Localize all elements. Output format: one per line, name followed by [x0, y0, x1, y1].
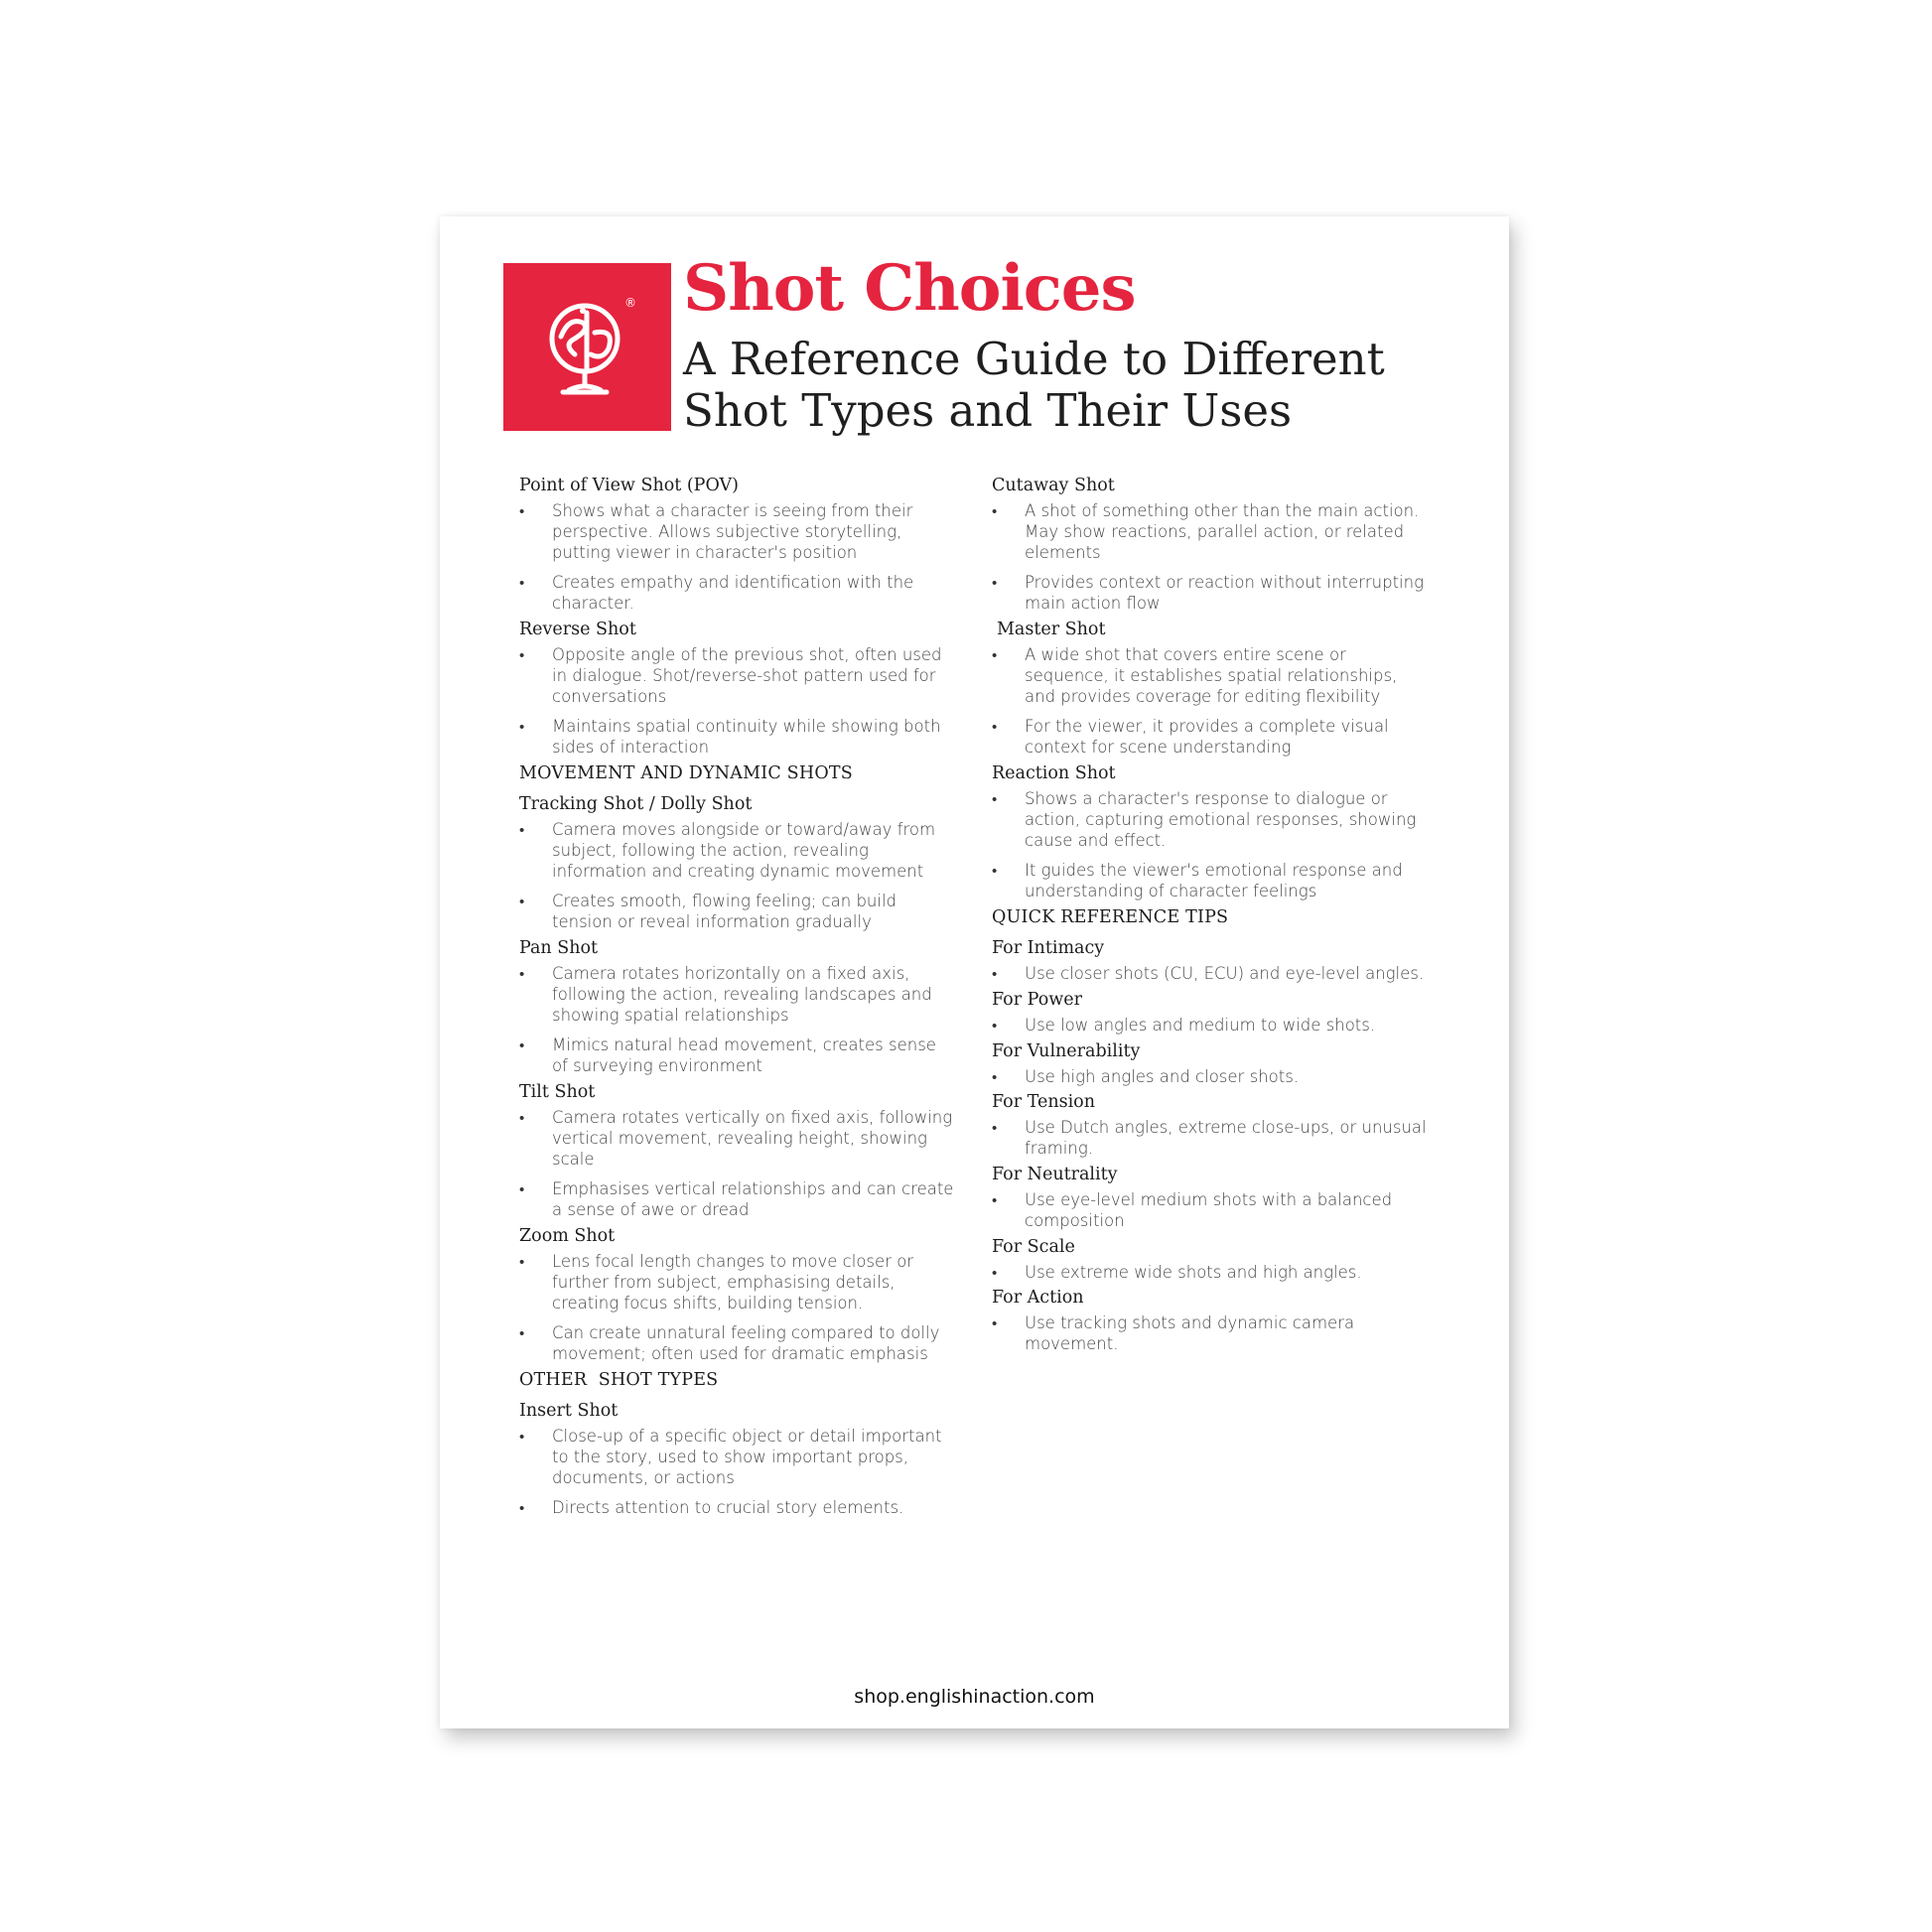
shot-heading-tracking: Tracking Shot / Dolly Shot [519, 793, 753, 814]
tip-bullets-power [992, 1016, 1429, 1036]
tip-heading-intimacy: For Intimacy [992, 937, 1105, 958]
shot-heading-master: Master Shot [997, 619, 1106, 639]
shot-heading-reaction: Reaction Shot [992, 762, 1116, 783]
bullet-item: • Use eye-level medium shots with a balanced composition [992, 1190, 1429, 1232]
bullet-item: • Camera rotates horizontally on a fixed axis, following the action, revealing landscapes and showing spatial relationships [519, 964, 956, 1026]
section-heading-tips: QUICK REFERENCE TIPS [992, 906, 1229, 927]
shot-heading-cutaway: Cutaway Shot [992, 476, 1115, 495]
shot-bullets-reverse [519, 645, 956, 759]
tip-heading-neutrality: For Neutrality [992, 1164, 1118, 1184]
bullet-item: • Provides context or reaction without interrupting main action flow [992, 573, 1429, 615]
bullet-item: • Creates smooth, flowing feeling; can build tension or reveal information gradually [519, 892, 956, 933]
bullet-item: • Shows what a character is seeing from their perspective. Allows subjective storytelling, putting viewer in character's position [519, 501, 956, 563]
bullet-item: • For the viewer, it provides a complete visual context for scene understanding [992, 717, 1429, 759]
shot-heading-insert: Insert Shot [519, 1400, 619, 1421]
tip-heading-action: For Action [992, 1288, 1084, 1309]
shot-heading-zoom: Zoom Shot [519, 1225, 616, 1246]
tip-heading-scale: For Scale [992, 1236, 1075, 1257]
left-column [519, 471, 956, 1519]
shot-heading-tilt: Tilt Shot [519, 1081, 596, 1102]
shot-bullets-tracking [519, 820, 956, 933]
bullet-item: • Use tracking shots and dynamic camera movement. [992, 1313, 1429, 1355]
bullet-item: • Use closer shots (CU, ECU) and eye-level angles. [992, 964, 1429, 985]
tip-bullets-scale [992, 1263, 1429, 1284]
page-title: Shot Choices [683, 251, 1136, 326]
footer-url: shop.englishinaction.com [854, 1686, 1095, 1708]
bullet-item: • Use low angles and medium to wide shots. [992, 1016, 1429, 1036]
bullet-item: • Opposite angle of the previous shot, often used in dialogue. Shot/reverse-shot pattern used for conversations [519, 645, 956, 707]
bullet-item: • Use Dutch angles, extreme close-ups, or unusual framing. [992, 1118, 1429, 1160]
shot-bullets-master [992, 645, 1429, 759]
shot-heading-pan: Pan Shot [519, 937, 599, 958]
tip-bullets-neutrality [992, 1190, 1429, 1232]
tip-heading-tension: For Tension [992, 1092, 1095, 1113]
shot-heading-pov: Point of View Shot (POV) [519, 476, 739, 495]
bullet-item: • Mimics natural head movement, creates sense of surveying environment [519, 1035, 956, 1077]
bullet-item: • Lens focal length changes to move closer or further from subject, emphasising details, creating focus shifts, building tension. [519, 1252, 956, 1313]
bullet-item: • Maintains spatial continuity while showing both sides of interaction [519, 717, 956, 759]
tip-bullets-tension [992, 1118, 1429, 1160]
shot-bullets-reaction [992, 789, 1429, 902]
tip-heading-power: For Power [992, 989, 1082, 1010]
page-subtitle: A Reference Guide to Different Shot Types and Their Uses [683, 333, 1385, 437]
tip-bullets-intimacy [992, 964, 1429, 985]
shot-heading-reverse: Reverse Shot [519, 619, 636, 639]
shot-bullets-pan [519, 964, 956, 1077]
bullet-item: • Close-up of a specific object or detail important to the story, used to show important props, documents, or actions [519, 1427, 956, 1488]
bullet-item: • Emphasises vertical relationships and can create a sense of awe or dread [519, 1179, 956, 1221]
eia-logo-icon [503, 263, 671, 431]
tip-bullets-vulnerability [992, 1067, 1429, 1088]
bullet-item: • Use extreme wide shots and high angles. [992, 1263, 1429, 1284]
shot-bullets-insert [519, 1427, 956, 1519]
shot-bullets-tilt [519, 1108, 956, 1221]
svg-text:®: ® [624, 296, 636, 310]
section-heading-movement: MOVEMENT AND DYNAMIC SHOTS [519, 762, 853, 783]
right-column [992, 471, 1429, 1355]
bullet-item: • Can create unnatural feeling compared to dolly movement; often used for dramatic emphasis [519, 1323, 956, 1365]
bullet-item: • Camera moves alongside or toward/away from subject, following the action, revealing information and creating dynamic movement [519, 820, 956, 882]
bullet-item: • A wide shot that covers entire scene or sequence, it establishes spatial relationships, and provides coverage for editing flexibility [992, 645, 1429, 707]
bullet-item: • It guides the viewer's emotional response and understanding of character feelings [992, 861, 1429, 902]
tip-heading-vulnerability: For Vulnerability [992, 1040, 1141, 1061]
shot-bullets-cutaway [992, 501, 1429, 615]
bullet-item: • Use high angles and closer shots. [992, 1067, 1429, 1088]
bullet-item: • Shows a character's response to dialogue or action, capturing emotional responses, showing cause and effect. [992, 789, 1429, 851]
bullet-item: • Creates empathy and identification with the character. [519, 573, 956, 615]
bullet-item: • Camera rotates vertically on fixed axis, following vertical movement, revealing height, showing scale [519, 1108, 956, 1170]
shot-bullets-pov [519, 501, 956, 615]
tip-bullets-action [992, 1313, 1429, 1355]
bullet-item: • Directs attention to crucial story elements. [519, 1498, 956, 1519]
section-heading-other: OTHER SHOT TYPES [519, 1369, 719, 1390]
bullet-item: • A shot of something other than the main action. May show reactions, parallel action, or related elements [992, 501, 1429, 563]
reference-sheet [440, 216, 1509, 1728]
shot-bullets-zoom [519, 1252, 956, 1365]
